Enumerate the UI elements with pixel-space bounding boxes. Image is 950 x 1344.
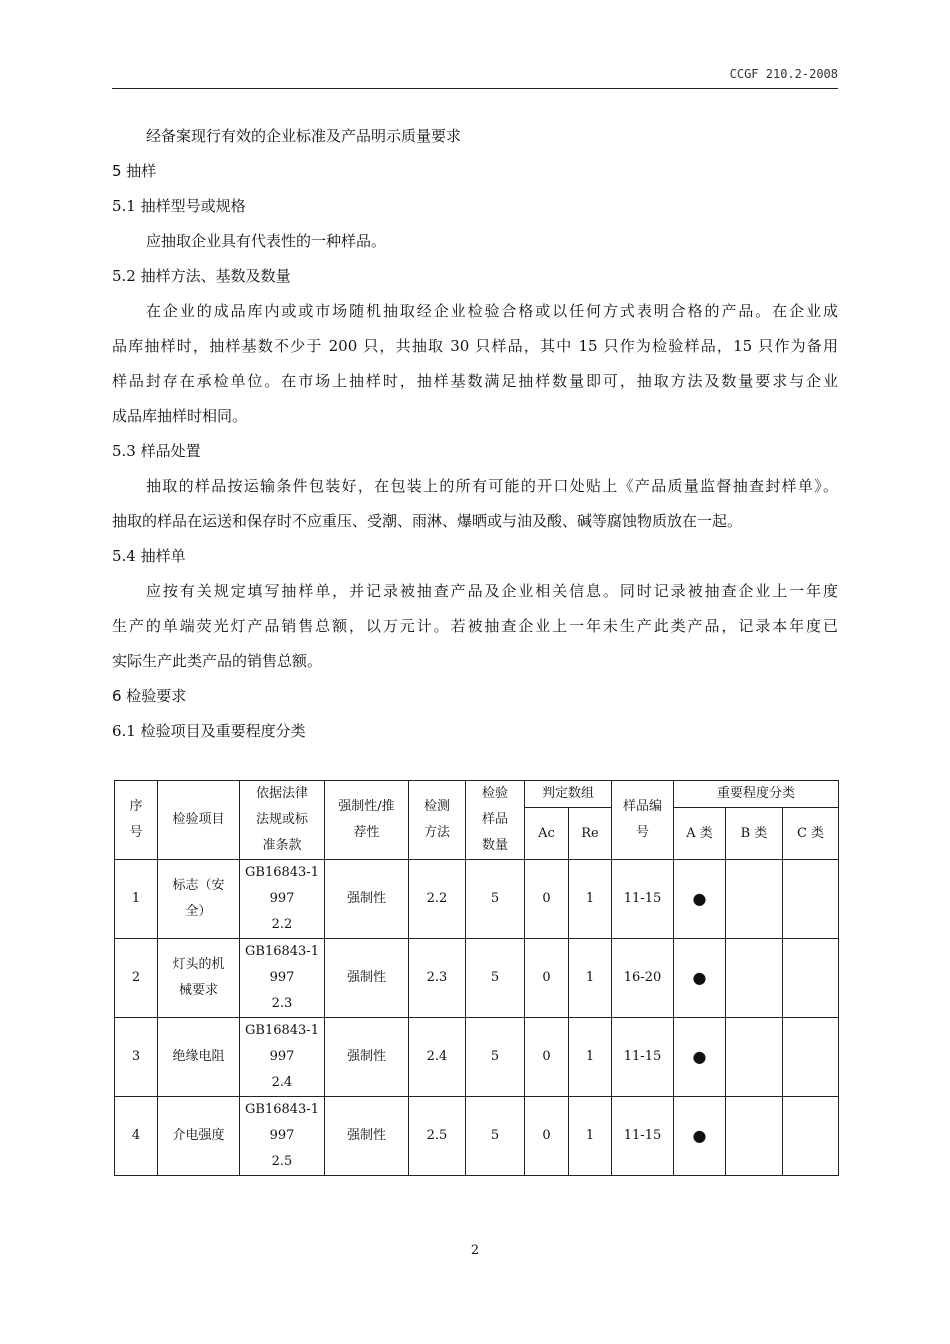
cell-basis: GB16843-1 997 2.4 — [240, 1018, 325, 1097]
cell-seq: 4 — [115, 1097, 158, 1176]
cell-ac: 0 — [525, 939, 569, 1018]
cell-class-a-dot: ● — [674, 860, 726, 939]
paragraph-line: 抽取的样品按运输条件包装好，在包装上的所有可能的开口处贴上《产品质量监督抽查封样单》。 — [146, 477, 838, 495]
header-sample-no: 样品编 号 — [612, 781, 674, 860]
section-heading-5-1: 5.1 抽样型号或规格 — [112, 197, 246, 215]
cell-re: 1 — [569, 1018, 612, 1097]
cell-sample-no: 11-15 — [612, 1097, 674, 1176]
header-seq: 序 号 — [115, 781, 158, 860]
cell-class-b — [726, 1097, 783, 1176]
cell-qty: 5 — [466, 939, 525, 1018]
section-heading-6-1: 6.1 检验项目及重要程度分类 — [112, 722, 306, 740]
cell-method: 2.2 — [409, 860, 466, 939]
header-ac: Ac — [525, 808, 569, 860]
table-row — [115, 1097, 839, 1176]
inspection-items-table — [114, 780, 839, 1176]
page-number: 2 — [470, 1243, 480, 1258]
cell-sample-no: 11-15 — [612, 860, 674, 939]
paragraph-line: 抽取的样品在运送和保存时不应重压、受潮、雨淋、爆晒或与油及酸、碱等腐蚀物质放在一起。 — [112, 512, 743, 530]
table-row — [115, 860, 839, 939]
table-row — [115, 1018, 839, 1097]
cell-re: 1 — [569, 860, 612, 939]
cell-class-c — [783, 1097, 839, 1176]
cell-seq: 3 — [115, 1018, 158, 1097]
cell-qty: 5 — [466, 1097, 525, 1176]
header-qty: 检验 样品 数量 — [466, 781, 525, 860]
cell-sample-no: 11-15 — [612, 1018, 674, 1097]
cell-mandatory: 强制性 — [325, 939, 409, 1018]
cell-basis: GB16843-1 997 2.5 — [240, 1097, 325, 1176]
section-heading-5-4: 5.4 抽样单 — [112, 547, 186, 565]
paragraph-line: 经备案现行有效的企业标准及产品明示质量要求 — [146, 127, 462, 145]
cell-qty: 5 — [466, 860, 525, 939]
cell-method: 2.3 — [409, 939, 466, 1018]
cell-qty: 5 — [466, 1018, 525, 1097]
cell-class-c — [783, 1018, 839, 1097]
cell-ac: 0 — [525, 1097, 569, 1176]
section-heading-5-2: 5.2 抽样方法、基数及数量 — [112, 267, 291, 285]
header-class-a: A 类 — [674, 808, 726, 860]
header-item: 检验项目 — [158, 781, 240, 860]
cell-mandatory: 强制性 — [325, 860, 409, 939]
cell-re: 1 — [569, 939, 612, 1018]
cell-class-a-dot: ● — [674, 939, 726, 1018]
cell-mandatory: 强制性 — [325, 1097, 409, 1176]
cell-item: 介电强度 — [158, 1097, 240, 1176]
header-mandatory: 强制性/推 荐性 — [325, 781, 409, 860]
cell-method: 2.4 — [409, 1018, 466, 1097]
cell-class-a-dot: ● — [674, 1018, 726, 1097]
cell-class-b — [726, 939, 783, 1018]
section-heading-5: 5 抽样 — [112, 162, 157, 180]
cell-item: 灯头的机 械要求 — [158, 939, 240, 1018]
paragraph-line: 应抽取企业具有代表性的一种样品。 — [146, 232, 387, 250]
cell-class-b — [726, 1018, 783, 1097]
header-class-c: C 类 — [783, 808, 839, 860]
paragraph-line: 成品库抽样时相同。 — [112, 407, 248, 425]
paragraph-line: 品库抽样时，抽样基数不少于 200 只，共抽取 30 只样品，其中 15 只作为检验样品，15 只作为备用 — [112, 337, 838, 355]
header-class-b: B 类 — [726, 808, 783, 860]
cell-item: 标志（安 全） — [158, 860, 240, 939]
paragraph-line: 在企业的成品库内或或市场随机抽取经企业检验合格或以任何方式表明合格的产品。在企业成 — [146, 302, 838, 320]
cell-re: 1 — [569, 1097, 612, 1176]
paragraph-line: 实际生产此类产品的销售总额。 — [112, 652, 323, 670]
section-heading-5-3: 5.3 样品处置 — [112, 442, 201, 460]
cell-method: 2.5 — [409, 1097, 466, 1176]
table-header-row — [115, 781, 839, 808]
header-importance: 重要程度分类 — [674, 781, 839, 808]
cell-ac: 0 — [525, 860, 569, 939]
cell-seq: 1 — [115, 860, 158, 939]
cell-class-c — [783, 860, 839, 939]
table-row — [115, 939, 839, 1018]
paragraph-line: 应按有关规定填写抽样单，并记录被抽查产品及企业相关信息。同时记录被抽查企业上一年度 — [146, 582, 838, 600]
cell-ac: 0 — [525, 1018, 569, 1097]
header-divider — [112, 88, 838, 89]
cell-mandatory: 强制性 — [325, 1018, 409, 1097]
cell-sample-no: 16-20 — [612, 939, 674, 1018]
cell-item: 绝缘电阻 — [158, 1018, 240, 1097]
header-judge: 判定数组 — [525, 781, 612, 808]
cell-seq: 2 — [115, 939, 158, 1018]
cell-class-c — [783, 939, 839, 1018]
cell-class-b — [726, 860, 783, 939]
cell-class-a-dot: ● — [674, 1097, 726, 1176]
standard-code: CCGF 210.2-2008 — [729, 67, 838, 81]
header-method: 检测 方法 — [409, 781, 466, 860]
paragraph-line: 生产的单端荧光灯产品销售总额，以万元计。若被抽查企业上一年未生产此类产品，记录本年度已 — [112, 617, 838, 635]
paragraph-line: 样品封存在承检单位。在市场上抽样时，抽样基数满足抽样数量即可，抽取方法及数量要求与企业 — [112, 372, 838, 390]
section-heading-6: 6 检验要求 — [112, 687, 187, 705]
header-re: Re — [569, 808, 612, 860]
cell-basis: GB16843-1 997 2.3 — [240, 939, 325, 1018]
header-basis: 依据法律 法规或标 准条款 — [240, 781, 325, 860]
cell-basis: GB16843-1 997 2.2 — [240, 860, 325, 939]
